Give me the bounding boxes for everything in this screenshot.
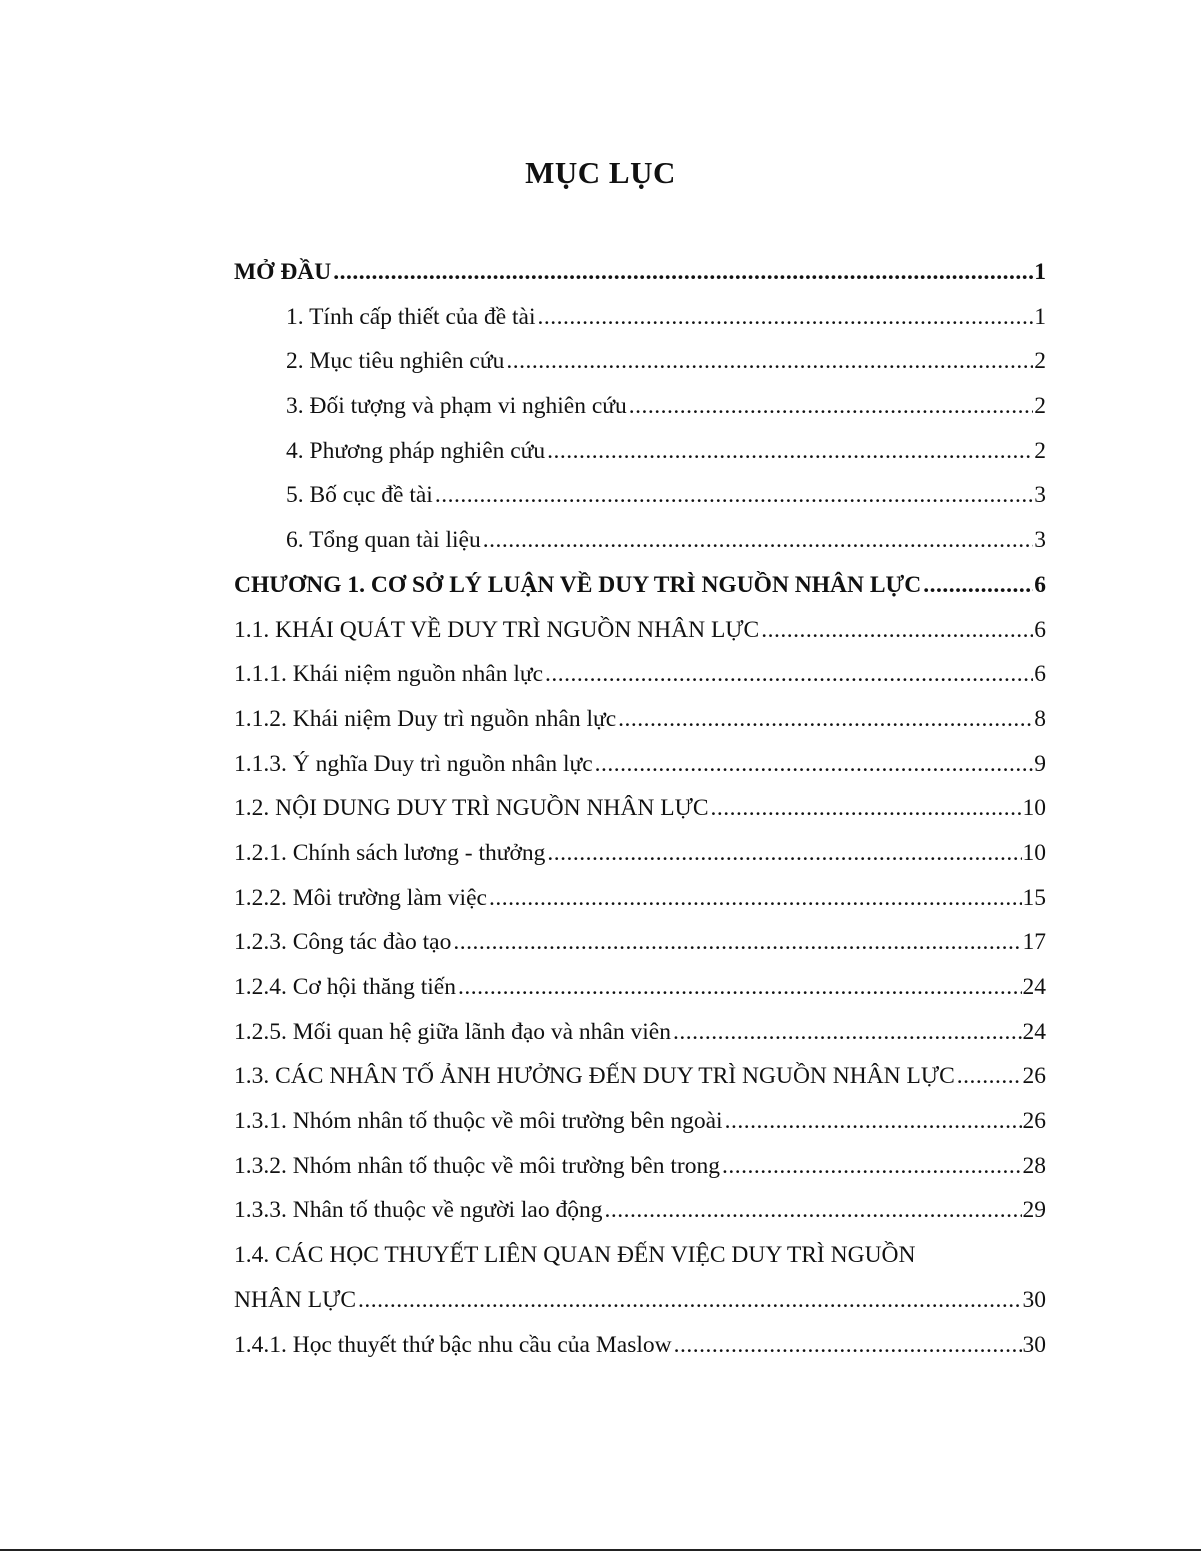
dot-leader <box>595 742 1034 787</box>
dot-leader <box>545 652 1033 697</box>
dot-leader <box>489 876 1022 921</box>
dot-leader <box>923 563 1033 608</box>
toc-entry-label: 1.2. NỘI DUNG DUY TRÌ NGUỒN NHÂN LỰC <box>234 795 709 822</box>
toc-entry[interactable] <box>234 1323 1046 1368</box>
toc-entry-page: 17 <box>1022 929 1046 956</box>
toc-entry-label: 1.1. KHÁI QUÁT VỀ DUY TRÌ NGUỒN NHÂN LỰC <box>234 616 760 643</box>
page-title: MỤC LỤC <box>525 155 676 190</box>
toc-entry[interactable] <box>234 965 1046 1010</box>
toc-entry[interactable] <box>234 1188 1046 1233</box>
toc-entry-page: 10 <box>1022 839 1046 866</box>
toc-entry-page: 26 <box>1022 1108 1046 1135</box>
dot-leader <box>453 920 1021 965</box>
toc-entry-label: 1.1.3. Ý nghĩa Duy trì nguồn nhân lực <box>234 750 593 777</box>
toc-entry-label: 1.2.1. Chính sách lương - thưởng <box>234 839 546 866</box>
dot-leader <box>538 295 1034 340</box>
toc-entry[interactable] <box>234 473 1046 518</box>
toc-entry[interactable] <box>234 339 1046 384</box>
toc-entry-page: 6 <box>1034 571 1046 598</box>
dot-leader <box>333 250 1033 295</box>
toc-entry-label: 1.3. CÁC NHÂN TỐ ẢNH HƯỞNG ĐẾN DUY TRÌ NGUỒN NHÂN LỰC <box>234 1063 955 1090</box>
toc-entry[interactable] <box>234 563 1046 608</box>
toc-entry-page: 30 <box>1022 1331 1046 1358</box>
toc-entry-label: 1.3.1. Nhóm nhân tố thuộc về môi trường bên ngoài <box>234 1108 723 1135</box>
toc-entry[interactable] <box>234 742 1046 787</box>
dot-leader <box>761 608 1033 653</box>
toc-entry-page: 15 <box>1022 884 1046 911</box>
toc-entry-label: NHÂN LỰC <box>234 1286 357 1313</box>
toc-entry-label: 5. Bố cục đề tài <box>286 482 433 509</box>
toc-entry-page: 29 <box>1022 1197 1046 1224</box>
toc-entry[interactable] <box>234 786 1046 831</box>
toc-entry[interactable] <box>234 920 1046 965</box>
table-of-contents <box>234 250 1046 1367</box>
dot-leader <box>458 965 1022 1010</box>
toc-entry[interactable] <box>234 384 1046 429</box>
toc-entry[interactable] <box>234 652 1046 697</box>
toc-entry-label: 2. Mục tiêu nghiên cứu <box>286 348 505 375</box>
toc-entry-label: 1. Tính cấp thiết của đề tài <box>286 303 536 330</box>
toc-entry[interactable] <box>234 1099 1046 1144</box>
dot-leader <box>725 1099 1022 1144</box>
dot-leader <box>711 786 1022 831</box>
dot-leader <box>547 831 1021 876</box>
toc-entry-page: 24 <box>1022 974 1046 1000</box>
dot-leader <box>674 1323 1022 1368</box>
toc-entry-label: 1.3.2. Nhóm nhân tố thuộc về môi trường bên trong <box>234 1152 720 1179</box>
toc-entry-label: 1.1.1. Khái niệm nguồn nhân lực <box>234 661 544 688</box>
toc-entry-page: 1 <box>1034 303 1046 330</box>
toc-entry-label: 6. Tổng quan tài liệu <box>286 527 481 554</box>
toc-entry-label: 4. Phương pháp nghiên cứu <box>286 437 546 464</box>
toc-entry[interactable] <box>234 831 1046 876</box>
toc-entry[interactable] <box>234 250 1046 295</box>
toc-entry[interactable] <box>234 608 1046 653</box>
toc-entry[interactable] <box>234 518 1046 563</box>
page-bottom-divider <box>0 1549 1201 1551</box>
toc-entry-label: 1.4.1. Học thuyết thứ bậc nhu cầu của Maslow <box>234 1331 672 1358</box>
toc-entry[interactable] <box>234 697 1046 742</box>
toc-entry-page: 24 <box>1022 1018 1046 1045</box>
dot-leader <box>435 473 1033 518</box>
toc-entry-page: 3 <box>1034 527 1046 554</box>
toc-entry-label: MỞ ĐẦU <box>234 259 332 285</box>
toc-entry[interactable] <box>234 295 1046 340</box>
dot-leader <box>618 697 1033 742</box>
toc-entry-page: 2 <box>1034 348 1046 375</box>
toc-entry-label: CHƯƠNG 1. CƠ SỞ LÝ LUẬN VỀ DUY TRÌ NGUỒN NHÂN LỰC <box>234 571 922 598</box>
toc-entry-page: 28 <box>1022 1152 1046 1179</box>
toc-entry-page: 9 <box>1034 750 1046 777</box>
toc-entry-label: 1.2.3. Công tác đào tạo <box>234 929 452 956</box>
toc-entry[interactable] <box>234 429 1046 474</box>
toc-entry-page: 6 <box>1034 616 1046 643</box>
toc-entry[interactable] <box>234 876 1046 921</box>
dot-leader <box>506 339 1033 384</box>
toc-entry[interactable] <box>234 1233 1046 1278</box>
toc-entry-label: 3. Đối tượng và phạm vi nghiên cứu <box>286 393 627 420</box>
dot-leader <box>673 1010 1022 1055</box>
toc-entry-page: 2 <box>1034 393 1046 420</box>
toc-entry-label: 1.2.5. Mối quan hệ giữa lãnh đạo và nhân viên <box>234 1018 671 1045</box>
toc-entry-page: 8 <box>1034 705 1046 732</box>
dot-leader <box>483 518 1034 563</box>
toc-entry-page: 6 <box>1034 661 1046 688</box>
dot-leader <box>547 429 1033 474</box>
toc-entry-page: 2 <box>1034 437 1046 464</box>
toc-entry-page: 26 <box>1022 1063 1046 1090</box>
dot-leader <box>604 1188 1021 1233</box>
toc-entry[interactable] <box>234 1010 1046 1055</box>
dot-leader <box>957 1054 1022 1099</box>
dot-leader <box>358 1278 1021 1323</box>
toc-entry-page: 3 <box>1034 482 1046 509</box>
toc-entry[interactable] <box>234 1144 1046 1189</box>
toc-entry-label: 1.2.4. Cơ hội thăng tiến <box>234 974 456 1000</box>
toc-entry-label: 1.3.3. Nhân tố thuộc về người lao động <box>234 1197 603 1224</box>
toc-entry-label: 1.4. CÁC HỌC THUYẾT LIÊN QUAN ĐẾN VIỆC DUY TRÌ NGUỒN <box>234 1242 916 1269</box>
toc-entry-label: 1.1.2. Khái niệm Duy trì nguồn nhân lực <box>234 705 617 732</box>
toc-entry[interactable] <box>234 1054 1046 1099</box>
toc-entry-label: 1.2.2. Môi trường làm việc <box>234 884 487 911</box>
toc-entry-page: 10 <box>1022 795 1046 822</box>
dot-leader <box>722 1144 1022 1189</box>
dot-leader <box>629 384 1034 429</box>
toc-entry[interactable] <box>234 1278 1046 1323</box>
toc-entry-page: 1 <box>1034 259 1046 285</box>
toc-entry-page: 30 <box>1022 1286 1046 1313</box>
